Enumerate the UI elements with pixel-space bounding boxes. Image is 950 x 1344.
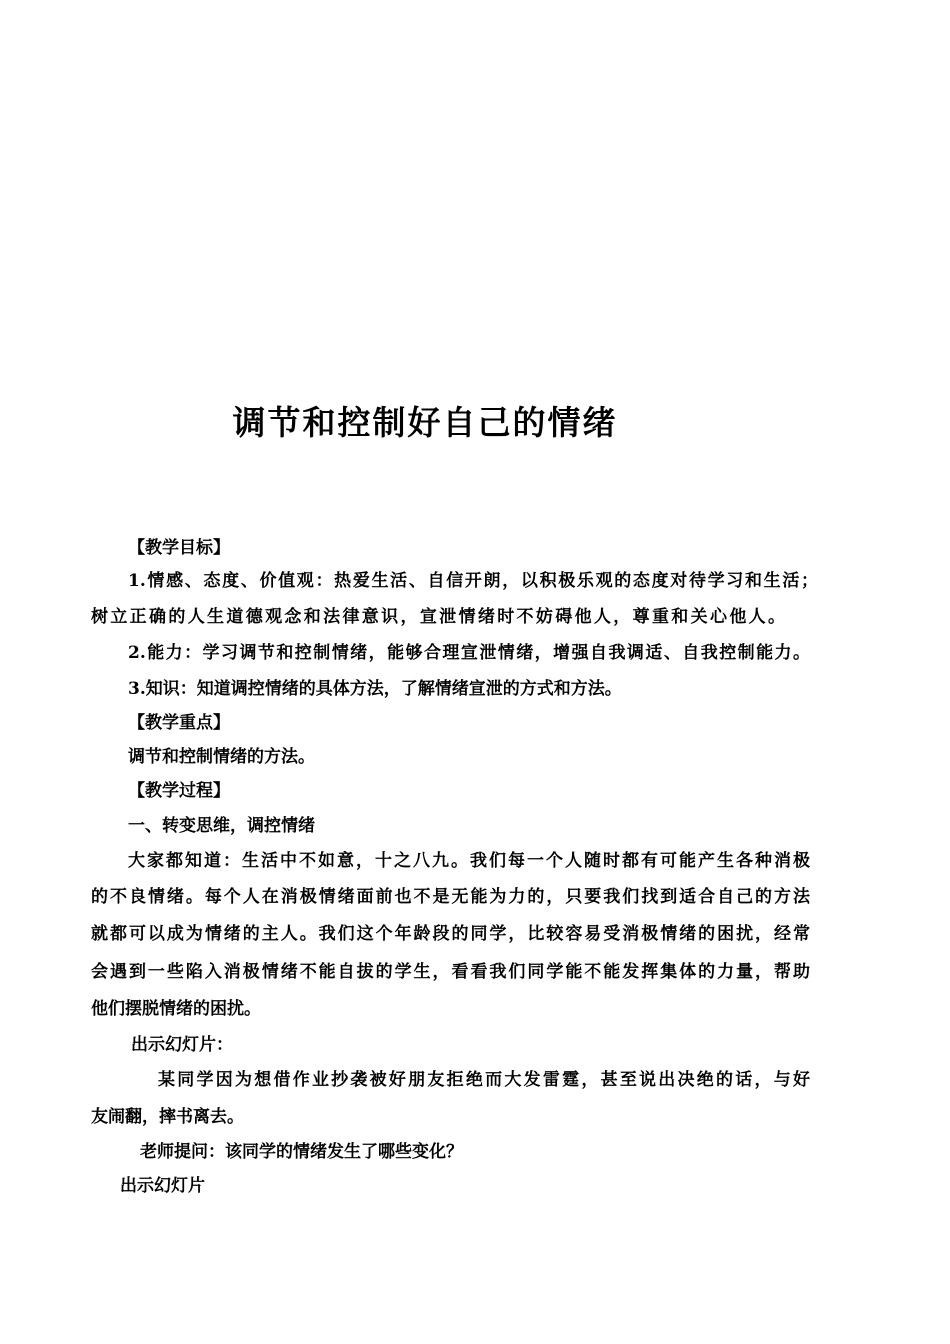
paragraph-line: 出示幻灯片： — [131, 1035, 233, 1055]
paragraph-line: 2.能力：学习调节和控制情绪，能够合理宣泄情绪，增强自我调适、自我控制能力。 — [128, 643, 810, 663]
paragraph-line: 出示幻灯片 — [120, 1176, 205, 1196]
paragraph-line: 就都可以成为情绪的主人。我们这个年龄段的同学，比较容易受消极情绪的困扰，经常 — [91, 924, 810, 944]
paragraph-line: 调节和控制情绪的方法。 — [128, 747, 315, 767]
paragraph-line: 的不良情绪。每个人在消极情绪面前也不是无能为力的，只要我们找到适合自己的方法 — [91, 887, 810, 907]
section-heading-process: 【教学过程】 — [128, 781, 230, 801]
paragraph-line: 大家都知道：生活中不如意，十之八九。我们每一个人随时都有可能产生各种消极 — [128, 851, 810, 871]
paragraph-line: 树立正确的人生道德观念和法律意识，宣泄情绪时不妨碍他人，尊重和关心他人。 — [91, 607, 785, 627]
paragraph-line: 老师提问：该同学的情绪发生了哪些变化？ — [140, 1142, 463, 1162]
section-heading-key-points: 【教学重点】 — [128, 713, 230, 733]
paragraph-line: 他们摆脱情绪的困扰。 — [91, 999, 261, 1019]
paragraph-line: 会遇到一些陷入消极情绪不能自拔的学生，看看我们同学能不能发挥集体的力量，帮助 — [91, 962, 810, 982]
paragraph-line: 某同学因为想借作业抄袭被好朋友拒绝而大发雷霆，甚至说出决绝的话，与好 — [158, 1070, 810, 1090]
subsection-heading: 一、转变思维，调控情绪 — [128, 816, 315, 836]
section-heading-objectives: 【教学目标】 — [128, 538, 230, 558]
document-title: 调节和控制好自己的情绪 — [232, 403, 618, 442]
paragraph-line: 友闹翻，摔书离去。 — [91, 1107, 244, 1127]
paragraph-line: 1.情感、态度、价值观：热爱生活、自信开朗，以积极乐观的态度对待学习和生活； — [128, 571, 818, 591]
paragraph-line: 3.知识：知道调控情绪的具体方法，了解情绪宣泄的方式和方法。 — [128, 679, 622, 699]
